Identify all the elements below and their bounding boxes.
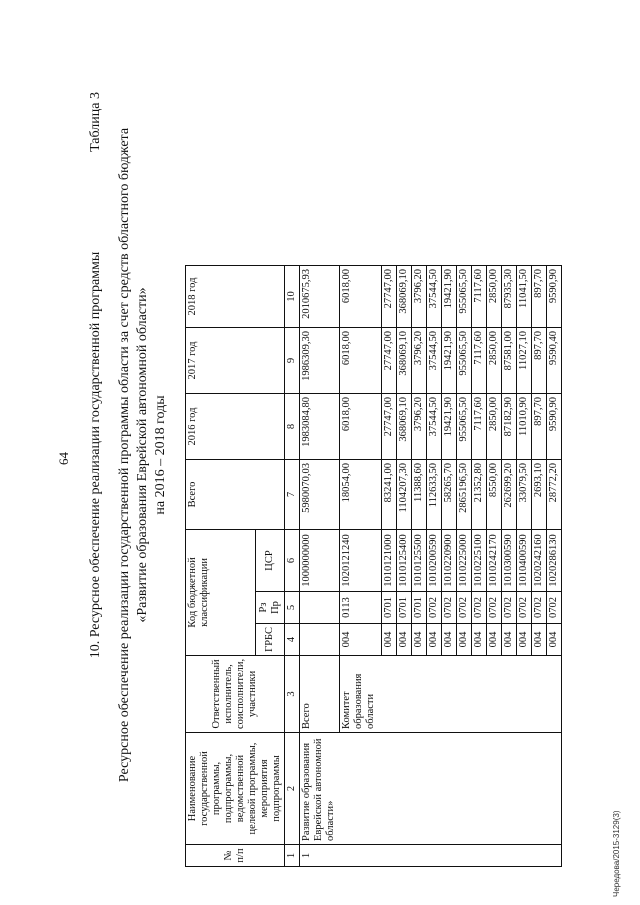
- header-total: Всего: [186, 460, 285, 530]
- row-number: 1: [300, 845, 562, 867]
- grbs-cell: 004: [532, 624, 547, 656]
- y2017-cell: 3796,20: [412, 328, 427, 394]
- total-cell: 8550,00: [487, 460, 502, 530]
- rzpr-cell: 0702: [547, 592, 562, 624]
- y2018-cell: 37544,50: [427, 266, 442, 328]
- side-reference: Чередова/2015-3129(3): [612, 810, 621, 897]
- total-cell: 112633,50: [427, 460, 442, 530]
- csr-cell: 1010300590: [502, 530, 517, 592]
- y2016-cell: 368069,10: [397, 394, 412, 460]
- y2016-cell: 2850,00: [487, 394, 502, 460]
- total-cell: 5980070,03: [300, 460, 340, 530]
- y2017-cell: 1986309,30: [300, 328, 340, 394]
- grbs-cell: 004: [547, 624, 562, 656]
- csr-cell: 1010125400: [397, 530, 412, 592]
- y2018-cell: 6018,00: [340, 266, 382, 328]
- rzpr-cell: 0702: [502, 592, 517, 624]
- csr-cell: 1010225000: [457, 530, 472, 592]
- y2017-cell: 955065,50: [457, 328, 472, 394]
- header-num: № п/п: [186, 845, 285, 867]
- csr-cell: 1010121000: [382, 530, 397, 592]
- rzpr-cell: 0702: [532, 592, 547, 624]
- y2018-cell: 27747,00: [382, 266, 397, 328]
- rzpr-cell: 0702: [472, 592, 487, 624]
- y2017-cell: 27747,00: [382, 328, 397, 394]
- header-2018: 2018 год: [186, 266, 285, 328]
- table-body: [300, 266, 562, 867]
- page-number: 64: [56, 452, 71, 465]
- grbs-cell: 004: [442, 624, 457, 656]
- header-2017: 2017 год: [186, 328, 285, 394]
- grbs-cell: [300, 624, 340, 656]
- column-number: 8: [285, 394, 300, 460]
- y2016-cell: 9590,90: [547, 394, 562, 460]
- total-cell: 58265,70: [442, 460, 457, 530]
- rzpr-cell: 0702: [487, 592, 502, 624]
- y2017-cell: 87581,00: [502, 328, 517, 394]
- column-number: 5: [285, 592, 300, 624]
- title-line: на 2016 – 2018 годы: [153, 395, 168, 515]
- y2016-cell: 19421,90: [442, 394, 457, 460]
- resource-table: [185, 265, 562, 867]
- grbs-cell: 004: [340, 624, 382, 656]
- column-number: 1: [285, 845, 300, 867]
- column-number: 3: [285, 655, 300, 732]
- grbs-cell: 004: [472, 624, 487, 656]
- rzpr-cell: 0701: [397, 592, 412, 624]
- grbs-cell: 004: [517, 624, 532, 656]
- rzpr-cell: [300, 592, 340, 624]
- table-label: Таблица 3: [88, 92, 103, 152]
- y2016-cell: 6018,00: [340, 394, 382, 460]
- total-cell: 21352,80: [472, 460, 487, 530]
- document-title: [116, 85, 170, 825]
- csr-cell: 1020242160: [532, 530, 547, 592]
- y2018-cell: 2850,00: [487, 266, 502, 328]
- y2018-cell: 7117,60: [472, 266, 487, 328]
- grbs-cell: 004: [457, 624, 472, 656]
- header-rzpr: Рз Пр: [255, 592, 284, 624]
- header-2016: 2016 год: [186, 394, 285, 460]
- y2017-cell: 19421,90: [442, 328, 457, 394]
- y2018-cell: 19421,90: [442, 266, 457, 328]
- column-number: 9: [285, 328, 300, 394]
- y2018-cell: 87935,30: [502, 266, 517, 328]
- y2017-cell: 2850,00: [487, 328, 502, 394]
- csr-cell: 1010400590: [517, 530, 532, 592]
- total-cell: 2865196,50: [457, 460, 472, 530]
- y2017-cell: 897,70: [532, 328, 547, 394]
- header-executor: Ответственный исполнитель, соисполнители, участники: [186, 655, 285, 732]
- executor-cell: Всего: [300, 655, 340, 732]
- grbs-cell: 004: [487, 624, 502, 656]
- header-csr: ЦСР: [255, 530, 284, 592]
- column-number: 7: [285, 460, 300, 530]
- column-number: 6: [285, 530, 300, 592]
- column-number: 10: [285, 266, 300, 328]
- csr-cell: 1020286130: [547, 530, 562, 592]
- total-cell: 1104207,30: [397, 460, 412, 530]
- csr-cell: 1010125500: [412, 530, 427, 592]
- total-cell: 28772,20: [547, 460, 562, 530]
- total-cell: 2693,10: [532, 460, 547, 530]
- y2016-cell: 897,70: [532, 394, 547, 460]
- y2017-cell: 11027,10: [517, 328, 532, 394]
- column-number: 4: [285, 624, 300, 656]
- total-cell: 11388,60: [412, 460, 427, 530]
- column-number: 2: [285, 733, 300, 845]
- total-cell: 33079,50: [517, 460, 532, 530]
- y2016-cell: 27747,00: [382, 394, 397, 460]
- y2017-cell: 37544,50: [427, 328, 442, 394]
- csr-cell: 1010220900: [442, 530, 457, 592]
- y2018-cell: 9590,90: [547, 266, 562, 328]
- grbs-cell: 004: [427, 624, 442, 656]
- grbs-cell: 004: [397, 624, 412, 656]
- y2017-cell: 368069,10: [397, 328, 412, 394]
- title-line: Ресурсное обеспечение реализации государственной программы области за счет средств областного бюджета: [117, 127, 132, 783]
- csr-cell: 1010200590: [427, 530, 442, 592]
- rzpr-cell: 0702: [442, 592, 457, 624]
- y2016-cell: 11010,90: [517, 394, 532, 460]
- rzpr-cell: 0702: [517, 592, 532, 624]
- y2018-cell: 3796,20: [412, 266, 427, 328]
- y2017-cell: 7117,60: [472, 328, 487, 394]
- rzpr-cell: 0701: [382, 592, 397, 624]
- y2017-cell: 9590,40: [547, 328, 562, 394]
- y2018-cell: 897,70: [532, 266, 547, 328]
- csr-cell: 1010242170: [487, 530, 502, 592]
- grbs-cell: 004: [382, 624, 397, 656]
- y2016-cell: 37544,50: [427, 394, 442, 460]
- y2017-cell: 6018,00: [340, 328, 382, 394]
- section-title: 10. Ресурсное обеспечение реализации государственной программы: [88, 251, 103, 659]
- csr-cell: 1020121240: [340, 530, 382, 592]
- y2018-cell: 368069,10: [397, 266, 412, 328]
- y2016-cell: 87182,90: [502, 394, 517, 460]
- header-grbs: ГРБС: [255, 624, 284, 656]
- table-row: [300, 266, 340, 867]
- header-name: Наименование государственной программы, подпрограммы, ведомственной целевой программы, мероприятия подпрограммы: [186, 733, 285, 845]
- program-name: Развитие образования Еврейской автономной области»: [300, 733, 562, 845]
- total-cell: 18054,00: [340, 460, 382, 530]
- y2016-cell: 7117,60: [472, 394, 487, 460]
- title-line: «Развитие образования Еврейской автономной области»: [135, 287, 150, 623]
- y2016-cell: 955065,50: [457, 394, 472, 460]
- csr-cell: 1010225100: [472, 530, 487, 592]
- rzpr-cell: 0702: [427, 592, 442, 624]
- rzpr-cell: 0113: [340, 592, 382, 624]
- rzpr-cell: 0702: [457, 592, 472, 624]
- rzpr-cell: 0701: [412, 592, 427, 624]
- total-cell: 83241,00: [382, 460, 397, 530]
- y2018-cell: 955065,50: [457, 266, 472, 328]
- grbs-cell: 004: [502, 624, 517, 656]
- grbs-cell: 004: [412, 624, 427, 656]
- executor-cell: Комитет образования области: [340, 655, 562, 732]
- y2016-cell: 1983084,80: [300, 394, 340, 460]
- y2018-cell: 2010675,93: [300, 266, 340, 328]
- total-cell: 262699,20: [502, 460, 517, 530]
- header-code: Код бюджетной классификации: [186, 530, 256, 656]
- csr-cell: 1000000000: [300, 530, 340, 592]
- y2016-cell: 3796,20: [412, 394, 427, 460]
- y2018-cell: 11041,50: [517, 266, 532, 328]
